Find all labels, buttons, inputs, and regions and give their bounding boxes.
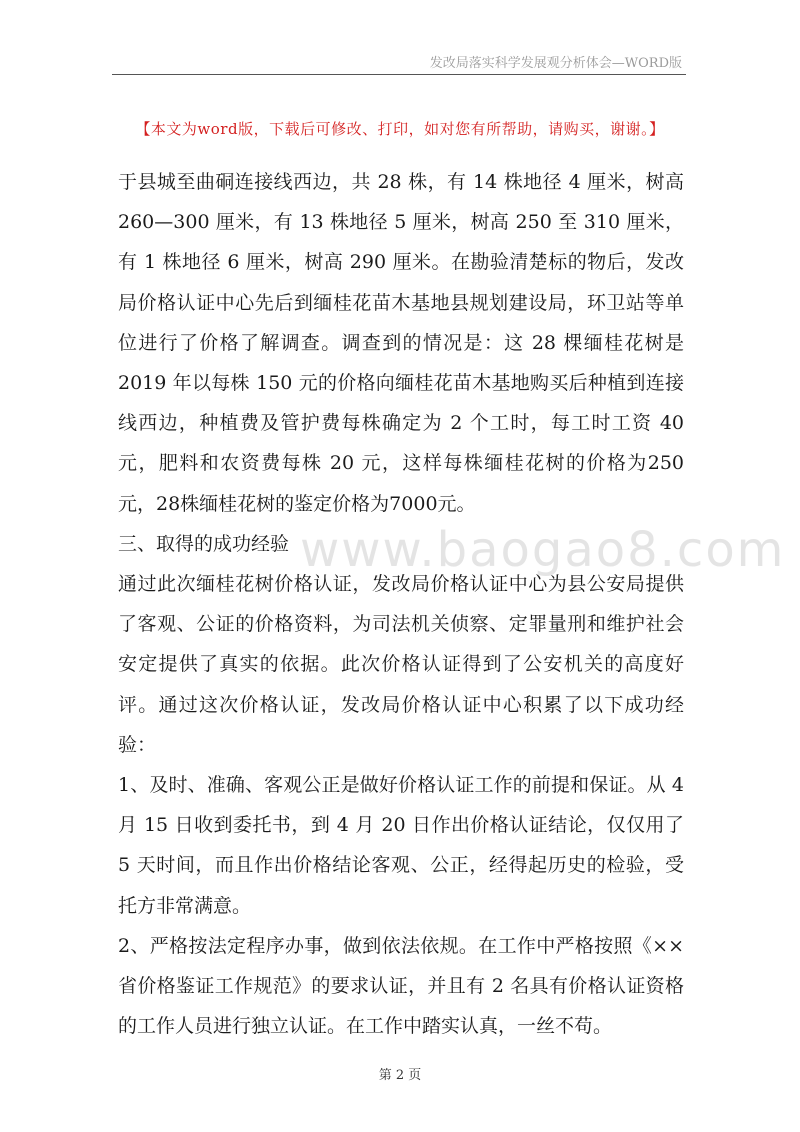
paragraph: 通过此次缅桂花树价格认证，发改局价格认证中心为县公安局提供了客观、公证的价格资料，为司法机关侦察、定罪量刑和维护社会安定提供了真实的依据。此次价格认证得到了公安机关的高度好评。通过这次价格认证，发改局价格认证中心积累了以下成功经验： [118, 573, 684, 756]
purchase-notice: 【本文为word版，下载后可修改、打印，如对您有所帮助，请购买，谢谢。】 [135, 120, 665, 138]
header-title: 发改局落实科学发展观分析体会—WORD版 [429, 56, 682, 71]
document-body [118, 162, 684, 1046]
list-item: 2、严格按法定程序办事，做到依法依规。在工作中严格按照《××省价格鉴证工作规范》的要求认证，并且有 2 名具有价格认证资格的工作人员进行独立认证。在工作中踏实认真，一丝不苟。 [118, 934, 684, 1038]
header-rule [112, 74, 686, 75]
list-item: 1、及时、准确、客观公正是做好价格认证工作的前提和保证。从 4 月 15 日收到委托书，到 4 月 20 日作出价格认证结论，仅仅用了 5 天时间，而且作出价格结论客观、公正，经得起历史的检验，受托方非常满意。 [118, 774, 684, 917]
page-number: 第 2 页 [378, 1068, 422, 1083]
paragraph: 于县城至曲硐连接线西边，共 28 株，有 14 株地径 4 厘米，树高 260—300 厘米，有 13 株地径 5 厘米，树高 250 至 310 厘米，有 1 株地径 6 厘米，树高 290 厘米。在勘验清楚标的物后，发改局价格认证中心先后到缅桂花苗木基地县规划建设局，环卫站等单位进行了价格了解调查。调查到的情况是：这 28 棵缅桂花树是 2019 年以每株 150 元的价格向缅桂花苗木基地购买后种植到连接线西边，种植费及管护费每株确定为 2 个工时，每工时工资 40 元，肥料和农资费每株 20 元，这样每株缅桂花树的价格为250元，28株缅桂花树的鉴定价格为7000元。 [118, 171, 684, 515]
section-heading: 三、取得的成功经验 [118, 532, 290, 555]
watermark: www.baogao8.com [300, 522, 786, 578]
